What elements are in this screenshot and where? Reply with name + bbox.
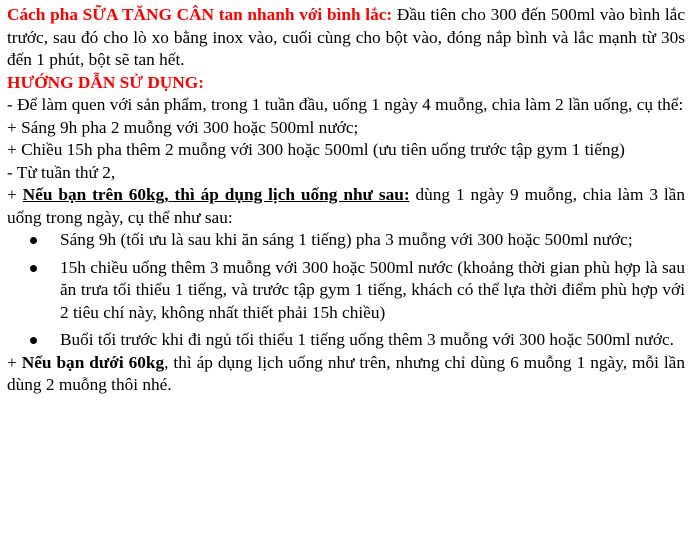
intro-text: Đầu tiên cho 300 đến 500ml vào bình lắc trước, sau đó cho lò xo bằng inox vào, cuối cùng cho bột vào, đóng nắp bình và lắc mạnh từ 30s đến 1 phút, bột sẽ tan hết. bbox=[7, 5, 685, 69]
over-60kg-paragraph bbox=[7, 184, 685, 229]
over-60kg-text: dùng 1 ngày 9 muỗng, chia làm 3 lần uống trong ngày, cụ thể như sau: bbox=[7, 185, 685, 227]
list-item bbox=[60, 229, 685, 252]
over-60kg-bullet-list bbox=[7, 229, 685, 352]
bullet-text: Buổi tối trước khi đi ngủ tối thiểu 1 tiếng uống thêm 3 muỗng với 300 hoặc 500ml nước. bbox=[60, 330, 674, 349]
under-60kg-paragraph bbox=[7, 352, 685, 397]
over-60kg-prefix: + bbox=[7, 185, 23, 204]
usage-line-morning: + Sáng 9h pha 2 muỗng với 300 hoặc 500ml nước; bbox=[7, 117, 359, 137]
bullet-text: 15h chiều uống thêm 3 muỗng với 300 hoặc 500ml nước (khoảng thời gian phù hợp là sau ăn trưa tối thiểu 1 tiếng, và trước tập gym 1 tiếng, khách có thể lựa thời điểm phù hợp với 2 tiêu chí này, không nhất thiết phải 15h chiều) bbox=[60, 257, 685, 322]
intro-heading: Cách pha SỮA TĂNG CÂN tan nhanh với bình lắc: bbox=[7, 5, 393, 24]
under-60kg-prefix: + bbox=[7, 352, 22, 372]
usage-line-week-two: - Từ tuần thứ 2, bbox=[7, 162, 116, 182]
usage-line-first-week: - Để làm quen với sản phẩm, trong 1 tuần đầu, uống 1 ngày 4 muỗng, chia làm 2 lần uống, cụ thể: bbox=[7, 95, 684, 114]
under-60kg-text: , thì áp dụng lịch uống như trên, nhưng chỉ dùng 6 muỗng 1 ngày, mỗi lần dùng 2 muỗng thôi nhé. bbox=[7, 352, 685, 394]
list-item bbox=[60, 329, 685, 352]
under-60kg-bold: Nếu bạn dưới 60kg bbox=[21, 352, 165, 372]
usage-line-afternoon: + Chiều 15h pha thêm 2 muỗng với 300 hoặc 500ml (ưu tiên uống trước tập gym 1 tiếng) bbox=[7, 140, 625, 159]
bullet-icon bbox=[30, 237, 37, 244]
over-60kg-bold: Nếu bạn trên 60kg, thì áp dụng lịch uống như sau: bbox=[22, 185, 410, 204]
bullet-text: Sáng 9h (tối ưu là sau khi ăn sáng 1 tiếng) pha 3 muỗng với 300 hoặc 500ml nước; bbox=[60, 230, 633, 249]
bullet-icon bbox=[30, 337, 37, 344]
bullet-icon bbox=[30, 265, 37, 272]
usage-heading: HƯỚNG DẪN SỬ DỤNG: bbox=[7, 72, 204, 92]
intro-paragraph bbox=[7, 4, 685, 72]
list-item bbox=[60, 257, 685, 325]
